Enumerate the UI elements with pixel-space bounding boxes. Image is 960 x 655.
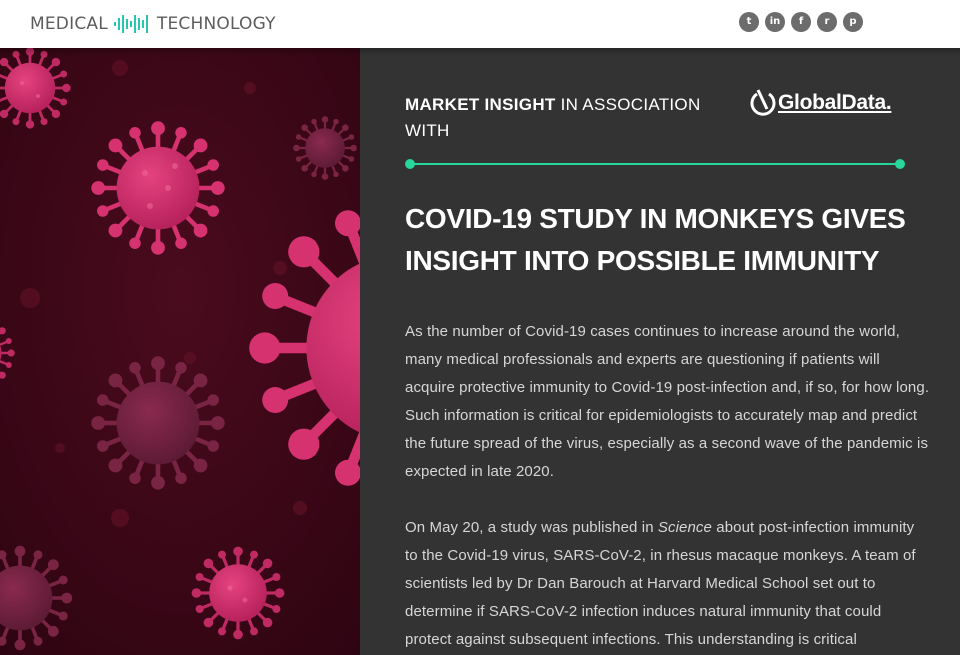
dna-logo-icon [113, 13, 151, 35]
header-shadow [0, 48, 960, 56]
facebook-icon[interactable]: f [791, 12, 811, 32]
article-body [405, 318, 930, 655]
kicker-rest: IN ASSOCIATION WITH [405, 95, 701, 140]
reddit-icon[interactable]: r [817, 12, 837, 32]
globaldata-logo-text: GlobalData. [778, 91, 892, 114]
globaldata-logo[interactable] [750, 88, 891, 118]
market-insight-label [405, 92, 705, 144]
paragraph-1: As the number of Covid-19 cases continues to increase around the world, many medical professionals and experts are questioning if patients will acquire protective immunity to Covid-19 post-infection and, if so, for how long. Such information is critical for epidemiologists to accurately map and predict the future spread of the virus, especially as a second wave of the pandemic is expected in late 2020. [405, 323, 930, 480]
headline-line-2: INSIGHT INTO POSSIBLE IMMUNITY [405, 245, 880, 276]
twitter-icon[interactable]: t [739, 12, 759, 32]
kicker-bold: MARKET INSIGHT [405, 95, 556, 114]
paragraph-2 [405, 514, 930, 654]
journal-name: Science [657, 519, 712, 536]
hero-image [0, 48, 360, 655]
paragraph-2-rest: about post-infection immunity to the Covid-19 virus, SARS-CoV-2, in rhesus macaque monkeys. A team of scientists led by Dr Dan Barouch at Harvard Medical School set out to determine if SARS-CoV-2 infection induces natural immunity that could protect against subsequent infections. This understanding is critical [405, 519, 916, 648]
logo-text-technology: TECHNOLOGY [156, 14, 276, 34]
logo-text-medical: MEDICAL [30, 14, 108, 34]
site-logo[interactable] [30, 11, 276, 37]
article-headline [405, 198, 960, 282]
site-header [0, 0, 960, 48]
article-panel [360, 48, 960, 655]
accent-divider [405, 158, 905, 170]
pinterest-icon[interactable]: p [843, 12, 863, 32]
social-links [739, 12, 863, 32]
headline-line-1: COVID-19 STUDY IN MONKEYS GIVES [405, 203, 906, 234]
coronavirus-illustration [0, 48, 360, 655]
paragraph-2-intro: On May 20, a study was published in [405, 519, 658, 536]
globaldata-mark-icon [750, 88, 776, 118]
linkedin-icon[interactable]: in [765, 12, 785, 32]
